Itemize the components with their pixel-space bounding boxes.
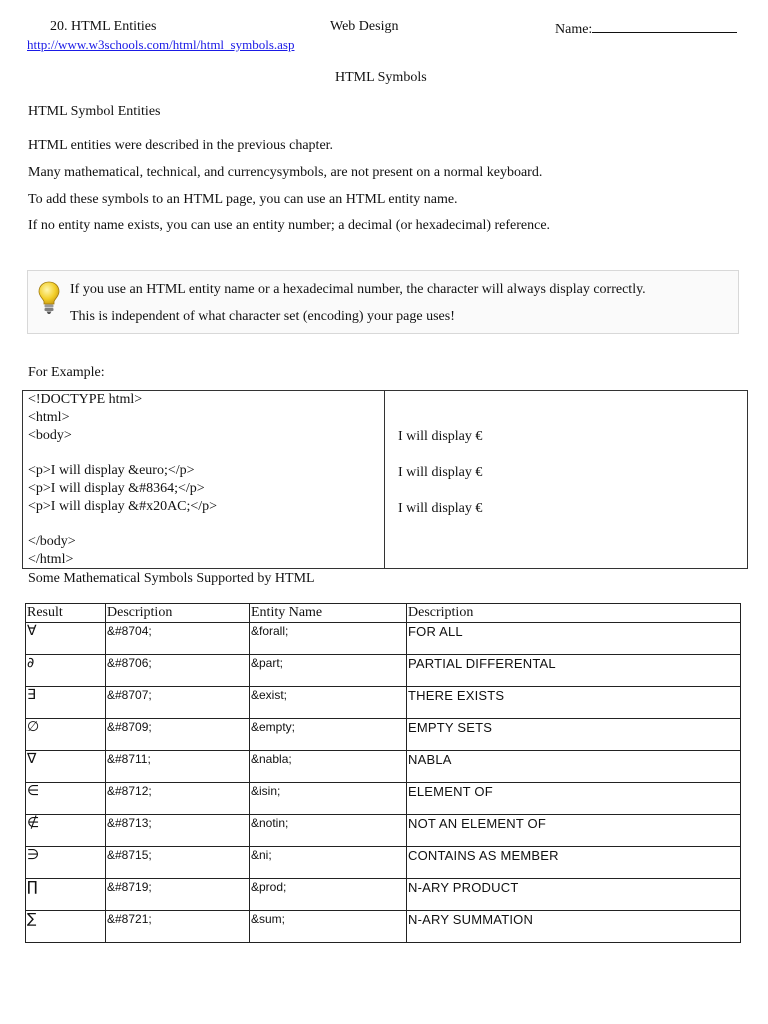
entity-name: &exist; [250, 687, 407, 719]
entity-name: &prod; [250, 879, 407, 911]
symbol-result: ∀ [26, 623, 106, 655]
section-heading: HTML Symbol Entities [28, 104, 161, 119]
symbol-description: N-ARY SUMMATION [407, 911, 741, 943]
entity-name: &nabla; [250, 751, 407, 783]
symbol-result: ∇ [26, 751, 106, 783]
symbol-description: EMPTY SETS [407, 719, 741, 751]
symbol-description: CONTAINS AS MEMBER [407, 847, 741, 879]
entity-number: &#8707; [106, 687, 250, 719]
entity-number: &#8711; [106, 751, 250, 783]
symbol-result: ∂ [26, 655, 106, 687]
table-row [26, 815, 741, 847]
header-description: Description [407, 604, 741, 623]
name-field [555, 19, 737, 38]
paragraph: If no entity name exists, you can use an entity number; a decimal (or hexadecimal) reference. [28, 218, 551, 233]
symbol-result: ∋ [26, 847, 106, 879]
table-row [26, 783, 741, 815]
example-output-line: I will display € [398, 429, 483, 444]
header-entity-name: Entity Name [250, 604, 407, 623]
header-result: Result [26, 604, 106, 623]
lightbulb-icon [38, 281, 60, 315]
name-blank-line [592, 19, 737, 33]
entity-number: &#8713; [106, 815, 250, 847]
paragraph: HTML entities were described in the previous chapter. [28, 138, 334, 153]
doc-header-subject: Web Design [330, 19, 399, 34]
symbol-result: ∅ [26, 719, 106, 751]
entity-number: &#8709; [106, 719, 250, 751]
symbol-result: ∏ [26, 879, 106, 911]
tip-note-line: If you use an HTML entity name or a hexadecimal number, the character will always display correctly. [70, 282, 646, 297]
entity-name: &isin; [250, 783, 407, 815]
table-row [26, 751, 741, 783]
entity-name: &sum; [250, 911, 407, 943]
code-line: </html> [28, 552, 74, 567]
symbol-description: PARTIAL DIFFERENTAL [407, 655, 741, 687]
example-output-line: I will display € [398, 465, 483, 480]
tip-note-line: This is independent of what character set (encoding) your page uses! [70, 309, 455, 324]
table-row [26, 623, 741, 655]
table-row [26, 687, 741, 719]
paragraph: To add these symbols to an HTML page, you can use an HTML entity name. [28, 192, 458, 207]
math-symbols-table [25, 603, 741, 943]
table-row [26, 847, 741, 879]
example-label: For Example: [28, 365, 105, 380]
symbol-description: THERE EXISTS [407, 687, 741, 719]
code-line: <p>I will display &#x20AC;</p> [28, 499, 218, 514]
entity-number: &#8715; [106, 847, 250, 879]
symbol-description: FOR ALL [407, 623, 741, 655]
symbol-description: NOT AN ELEMENT OF [407, 815, 741, 847]
example-output-line: I will display € [398, 501, 483, 516]
code-line: </body> [28, 534, 76, 549]
entity-name: &ni; [250, 847, 407, 879]
entity-number: &#8721; [106, 911, 250, 943]
table-row [26, 879, 741, 911]
source-link[interactable]: http://www.w3schools.com/html/html_symbols.asp [27, 37, 295, 52]
entity-name: &part; [250, 655, 407, 687]
entity-number: &#8719; [106, 879, 250, 911]
symbol-result: ∈ [26, 783, 106, 815]
code-line: <html> [28, 410, 70, 425]
page-title: HTML Symbols [335, 70, 427, 85]
table-header-row [26, 604, 741, 623]
entity-number: &#8712; [106, 783, 250, 815]
table-caption: Some Mathematical Symbols Supported by HTML [28, 571, 315, 586]
table-row [26, 655, 741, 687]
symbol-description: NABLA [407, 751, 741, 783]
name-label: Name: [555, 22, 593, 37]
entity-name: &empty; [250, 719, 407, 751]
entity-number: &#8706; [106, 655, 250, 687]
entity-name: &notin; [250, 815, 407, 847]
symbol-description: N-ARY PRODUCT [407, 879, 741, 911]
example-divider [384, 390, 385, 569]
doc-header-left: 20. HTML Entities [50, 19, 157, 34]
symbol-result: ∃ [26, 687, 106, 719]
paragraph: Many mathematical, technical, and currencysymbols, are not present on a normal keyboard. [28, 165, 543, 180]
symbol-description: ELEMENT OF [407, 783, 741, 815]
header-number: Description [106, 604, 250, 623]
code-line: <p>I will display &euro;</p> [28, 463, 195, 478]
symbol-result: ∑ [26, 911, 106, 943]
symbol-result: ∉ [26, 815, 106, 847]
code-line: <body> [28, 428, 72, 443]
entity-number: &#8704; [106, 623, 250, 655]
entity-name: &forall; [250, 623, 407, 655]
code-line: <!DOCTYPE html> [28, 392, 143, 407]
table-row [26, 719, 741, 751]
code-line: <p>I will display &#8364;</p> [28, 481, 205, 496]
table-row [26, 911, 741, 943]
